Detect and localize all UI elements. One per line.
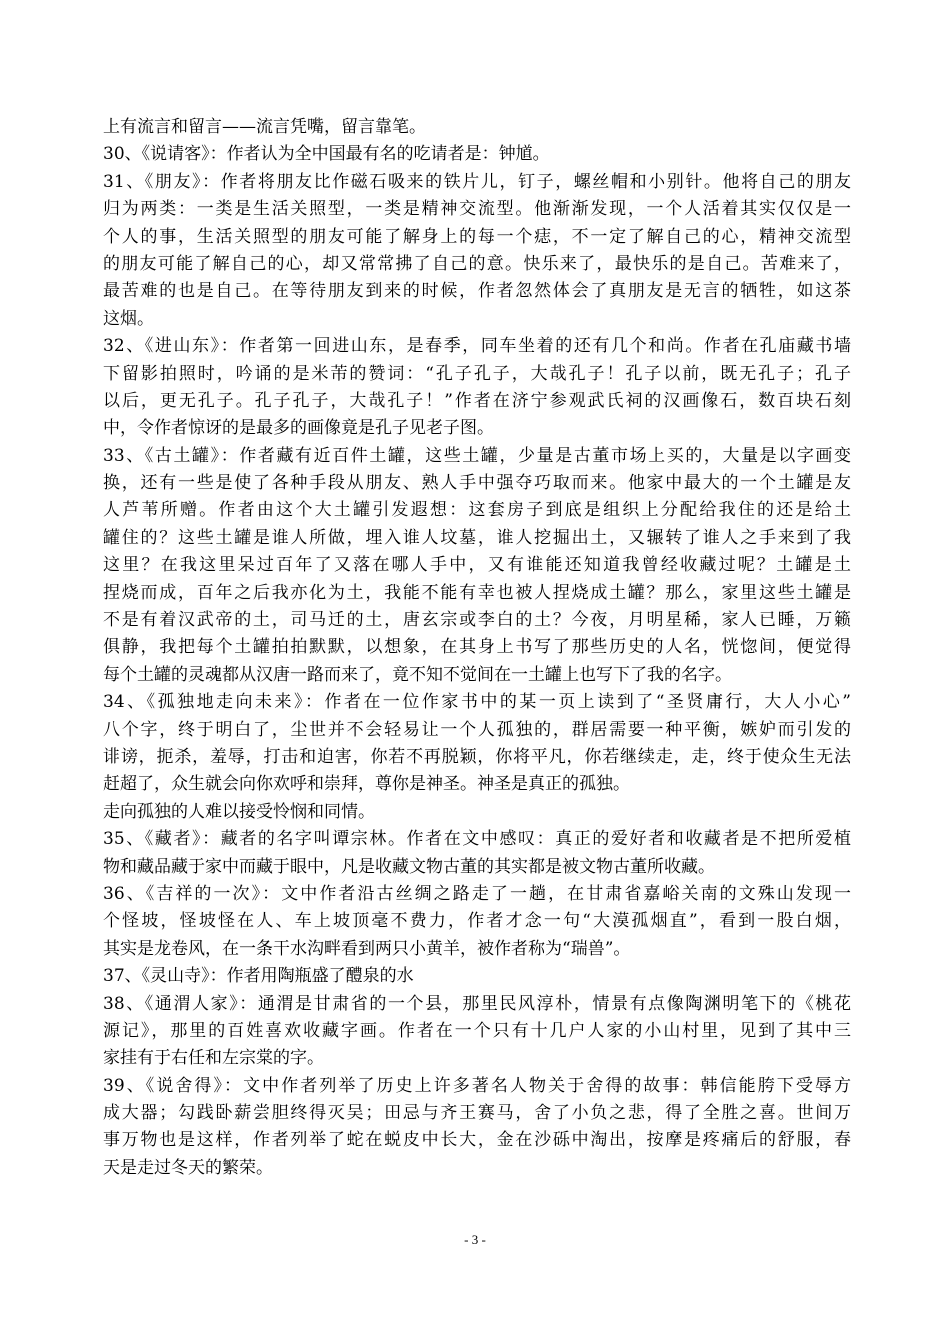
text-line: 33、《古土罐》：作者藏有近百件土罐，这些土罐，少量是古董市场上买的，大量是以字画变 [103,445,851,466]
text-line: 赶超了，众生就会向你欢呼和崇拜，尊你是神圣。神圣是真正的孤独。 [103,774,630,795]
text-line: 不是有着汉武帝的土，司马迁的土，唐玄宗或李白的土？今夜，月明星稀，家人已睡，万籁 [103,610,851,631]
text-line: 天是走过冬天的繁荣。 [103,1157,273,1178]
text-line: 这烟。 [103,308,154,329]
text-line: 个怪坡，怪坡怪在人、车上坡顶毫不费力，作者才念一句“大漠孤烟直”，看到一股白烟， [103,911,851,932]
text-line: 36、《吉祥的一次》：文中作者沿古丝绸之路走了一趟，在甘肃省嘉峪关南的文殊山发现一 [103,883,851,904]
text-line: 以后，更无孔子。孔子孔子，大哉孔子！”作者在济宁参观武氏祠的汉画像石，数百块石刻 [103,390,851,411]
text-line: 八个字，终于明白了，尘世并不会轻易让一个人孤独的，群居需要一种平衡，嫉妒而引发的 [103,719,851,740]
text-line: 物和藏品藏于家中而藏于眼中，凡是收藏文物古董的其实都是被文物古董所收藏。 [103,856,715,877]
text-line: 家挂有于右任和左宗棠的字。 [103,1048,324,1069]
text-line: 个人的事，生活关照型的朋友可能了解身上的每一个痣，不一定了解自己的心，精神交流型 [103,226,851,247]
text-line: 32、《进山东》：作者第一回进山东，是春季，同车坐着的还有几个和尚。作者在孔庙藏书墙 [103,336,851,357]
text-line: 人芦苇所赠。作者由这个大土罐引发遐想：这套房子到底是组织上分配给我住的还是给土 [103,500,851,521]
text-line: 最苦难的也是自己。在等待朋友到来的时候，作者忽然体会了真朋友是无言的牺牲，如这茶 [103,281,851,302]
text-line: 37、《灵山寺》：作者用陶瓶盛了醴泉的水 [103,966,414,987]
text-line: 38、《通渭人家》：通渭是甘肃省的一个县，那里民风淳朴，情景有点像陶渊明笔下的《桃花 [103,993,851,1014]
text-line: 源记》，那里的百姓喜欢收藏字画。作者在一个只有十几户人家的小山村里，见到了其中三 [103,1020,851,1041]
document-body [103,114,851,1182]
text-line: 罐住的？这些土罐是谁人所做，埋入谁人坟墓，谁人挖掘出土，又辗转了谁人之手来到了我 [103,527,851,548]
text-line: 的朋友可能了解自己的心，却又常常拂了自己的意。快乐来了，最快乐的是自己。苦难来了， [103,253,851,274]
text-line: 走向孤独的人难以接受怜悯和同情。 [103,801,375,822]
text-line: 上有流言和留言——流言凭嘴，留言靠笔。 [103,117,426,137]
page-number: - 3 - [464,1232,486,1247]
text-line: 34、《孤独地走向未来》：作者在一位作家书中的某一页上读到了“圣贤庸行，大人小心” [103,692,851,713]
text-line: 俱静，我把每个土罐拍拍默默，以想象，在其身上书写了那些历史的人名，恍惚间，便觉得 [103,637,851,658]
text-line: 30、《说请客》：作者认为全中国最有名的吃请者是：钟馗。 [103,144,550,165]
text-line: 归为两类：一类是生活关照型，一类是精神交流型。他渐渐发现，一个人活着其实仅仅是一 [103,199,851,220]
text-line: 诽谤，扼杀，羞辱，打击和迫害，你若不再脱颖，你将平凡，你若继续走，走，终于使众生无法 [103,746,851,767]
text-line: 39、《说舍得》：文中作者列举了历史上许多著名人物关于舍得的故事：韩信能胯下受辱方 [103,1075,851,1096]
text-line: 捏烧而成，百年之后我亦化为土，我能不能有幸也被人捏烧成土罐？那么，家里这些土罐是 [103,582,851,603]
text-line: 下留影拍照时，吟诵的是米芾的赞词：“孔子孔子，大哉孔子！孔子以前，既无孔子；孔子 [103,363,851,384]
text-line: 每个土罐的灵魂都从汉唐一路而来了，竟不知不觉间在一土罐上也写下了我的名字。 [103,664,732,685]
text-line: 换，还有一些是使了各种手段从朋友、熟人手中强夺巧取而来。他家中最大的一个土罐是友 [103,473,851,494]
text-line: 35、《藏者》：藏者的名字叫谭宗林。作者在文中感叹：真正的爱好者和收藏者是不把所爱植 [103,829,851,850]
text-line: 成大器；勾践卧薪尝胆终得灭吴；田忌与齐王赛马，舍了小负之悲，得了全胜之喜。世间万 [103,1103,851,1124]
text-line: 其实是龙卷风，在一条干水沟畔看到两只小黄羊，被作者称为“瑞兽”。 [103,938,631,959]
text-line: 事万物也是这样，作者列举了蛇在蜕皮中长大，金在沙砾中淘出，按摩是疼痛后的舒服，春 [103,1130,851,1151]
text-line: 中，令作者惊讶的是最多的画像竟是孔子见老子图。 [103,418,494,439]
text-line: 31、《朋友》：作者将朋友比作磁石吸来的铁片儿，钉子，螺丝帽和小别针。他将自己的朋友 [103,171,851,192]
text-line: 这里？在我这里呆过百年了又落在哪人手中，又有谁能还知道我曾经收藏过呢？土罐是土 [103,555,851,576]
